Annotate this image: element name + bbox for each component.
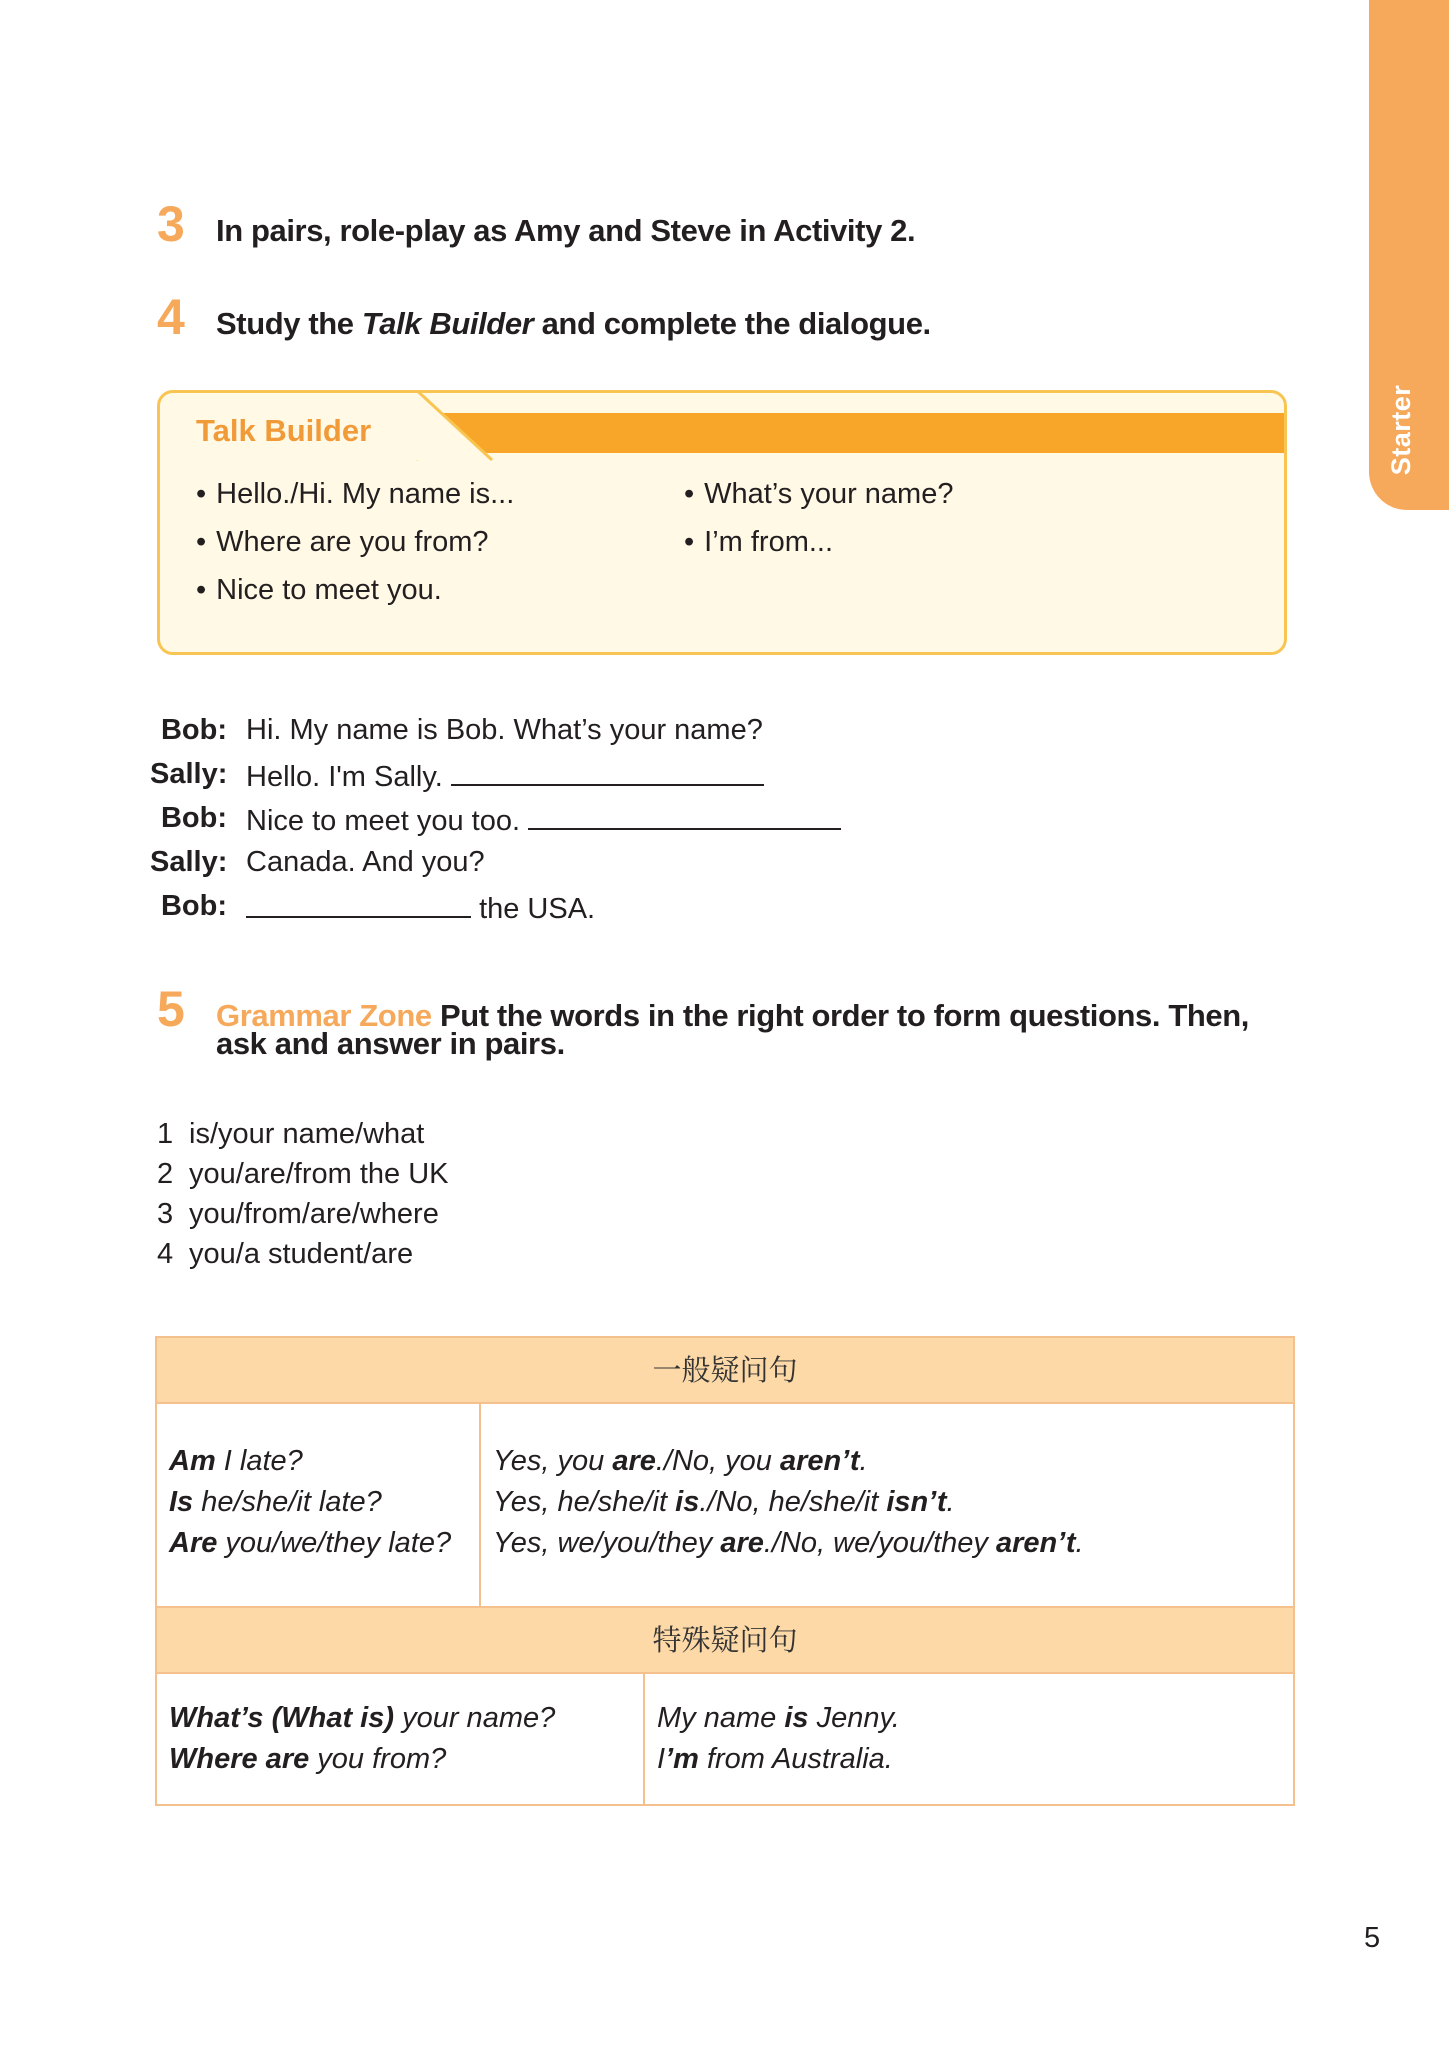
dialogue-line: the USA. xyxy=(479,893,596,925)
grammar-answers-cell xyxy=(479,1404,1293,1606)
question-text: you/a student/are xyxy=(189,1238,414,1270)
activity-5-text-line1: Put the words in the right order to form questions. Then, xyxy=(439,998,1249,1033)
grammar-questions-cell xyxy=(157,1404,479,1606)
question-text: you/from/are/where xyxy=(189,1198,439,1230)
dialogue-line: Hi. My name is Bob. What’s your name? xyxy=(246,714,763,746)
dialogue-speaker: Sally: xyxy=(150,846,228,878)
activity-3 xyxy=(157,195,915,253)
activity-4-instruction xyxy=(216,306,931,342)
activity-5-continued xyxy=(216,1026,565,1062)
dialogue-line: Canada. And you? xyxy=(246,846,485,878)
question-item xyxy=(157,1238,413,1271)
dialogue-speaker: Sally: xyxy=(150,758,228,790)
grammar-header-yes-no: 一般疑问句 xyxy=(157,1338,1293,1404)
question-item xyxy=(157,1158,449,1191)
grammar-table xyxy=(155,1336,1295,1806)
question-number: 3 xyxy=(157,1198,174,1230)
talk-builder-box xyxy=(157,390,1287,655)
page-number: 5 xyxy=(1364,1922,1381,1954)
talk-builder-item: • Hello./Hi. My name is... xyxy=(196,478,514,511)
dialogue-speaker: Bob: xyxy=(160,714,227,746)
activity-3-instruction: In pairs, role-play as Amy and Steve in Activity 2. xyxy=(216,213,916,248)
question-number: 4 xyxy=(157,1238,174,1270)
question-item xyxy=(157,1118,424,1151)
grammar-zone-label: Grammar Zone xyxy=(216,998,432,1033)
dialogue-row xyxy=(150,846,950,890)
answer-blank[interactable] xyxy=(451,758,764,786)
grammar-row-yes-no xyxy=(157,1404,1293,1608)
question-number: 1 xyxy=(157,1118,174,1150)
grammar-wh-answer: My name is Jenny. xyxy=(657,1702,900,1734)
grammar-answer: Yes, he/she/it is./No, he/she/it isn’t. xyxy=(493,1486,955,1518)
question-text: you/are/from the UK xyxy=(189,1158,449,1190)
grammar-wh-answers-cell xyxy=(643,1674,1293,1804)
answer-blank[interactable] xyxy=(528,802,841,830)
grammar-wh-question: What’s (What is) your name? xyxy=(169,1702,556,1734)
grammar-wh-answer: I’m from Australia. xyxy=(657,1743,893,1775)
activity-4 xyxy=(157,288,931,346)
question-text: is/your name/what xyxy=(189,1118,425,1150)
activity-4-text-after: and complete the dialogue. xyxy=(541,306,931,341)
dialogue-line-wrap xyxy=(246,802,841,838)
talk-builder-item: • Nice to meet you. xyxy=(196,574,442,607)
activity-4-text-before: Study the xyxy=(216,306,354,341)
talk-builder-title: Talk Builder xyxy=(196,413,372,448)
talk-builder-tab-slant xyxy=(396,390,536,461)
grammar-row-wh xyxy=(157,1674,1293,1804)
question-item xyxy=(157,1198,439,1231)
dialogue-row xyxy=(150,890,950,934)
side-tab-label: Starter xyxy=(1386,384,1416,476)
activity-5-text-line2: ask and answer in pairs. xyxy=(216,1026,565,1061)
dialogue-row xyxy=(150,714,950,758)
dialogue-line-wrap xyxy=(246,890,595,926)
dialogue-row xyxy=(150,758,950,802)
activity-3-number: 3 xyxy=(157,196,185,252)
grammar-wh-question: Where are you from? xyxy=(169,1743,447,1775)
dialogue-line-wrap xyxy=(246,758,764,794)
grammar-question: Is he/she/it late? xyxy=(169,1486,382,1518)
dialogue-line: Hello. I'm Sally. xyxy=(246,761,443,793)
activity-4-number: 4 xyxy=(157,289,185,345)
grammar-answer: Yes, you are./No, you aren’t. xyxy=(493,1445,868,1477)
talk-builder-item: • What’s your name? xyxy=(684,478,953,511)
dialogue-line: Nice to meet you too. xyxy=(246,805,521,837)
grammar-question: Are you/we/they late? xyxy=(169,1527,452,1559)
dialogue-speaker: Bob: xyxy=(160,890,227,922)
talk-builder-item: • I’m from... xyxy=(684,526,833,559)
grammar-answer: Yes, we/you/they are./No, we/you/they aren’t. xyxy=(493,1527,1084,1559)
grammar-wh-questions-cell xyxy=(157,1674,643,1804)
activity-4-text-italic: Talk Builder xyxy=(361,306,534,341)
talk-builder-item: • Where are you from? xyxy=(196,526,489,559)
dialogue-row xyxy=(150,802,950,846)
activity-5-number: 5 xyxy=(157,981,185,1037)
grammar-header-wh: 特殊疑问句 xyxy=(157,1608,1293,1674)
grammar-question: Am I late? xyxy=(169,1445,303,1477)
question-number: 2 xyxy=(157,1158,174,1190)
dialogue-speaker: Bob: xyxy=(160,802,227,834)
answer-blank[interactable] xyxy=(246,890,471,918)
